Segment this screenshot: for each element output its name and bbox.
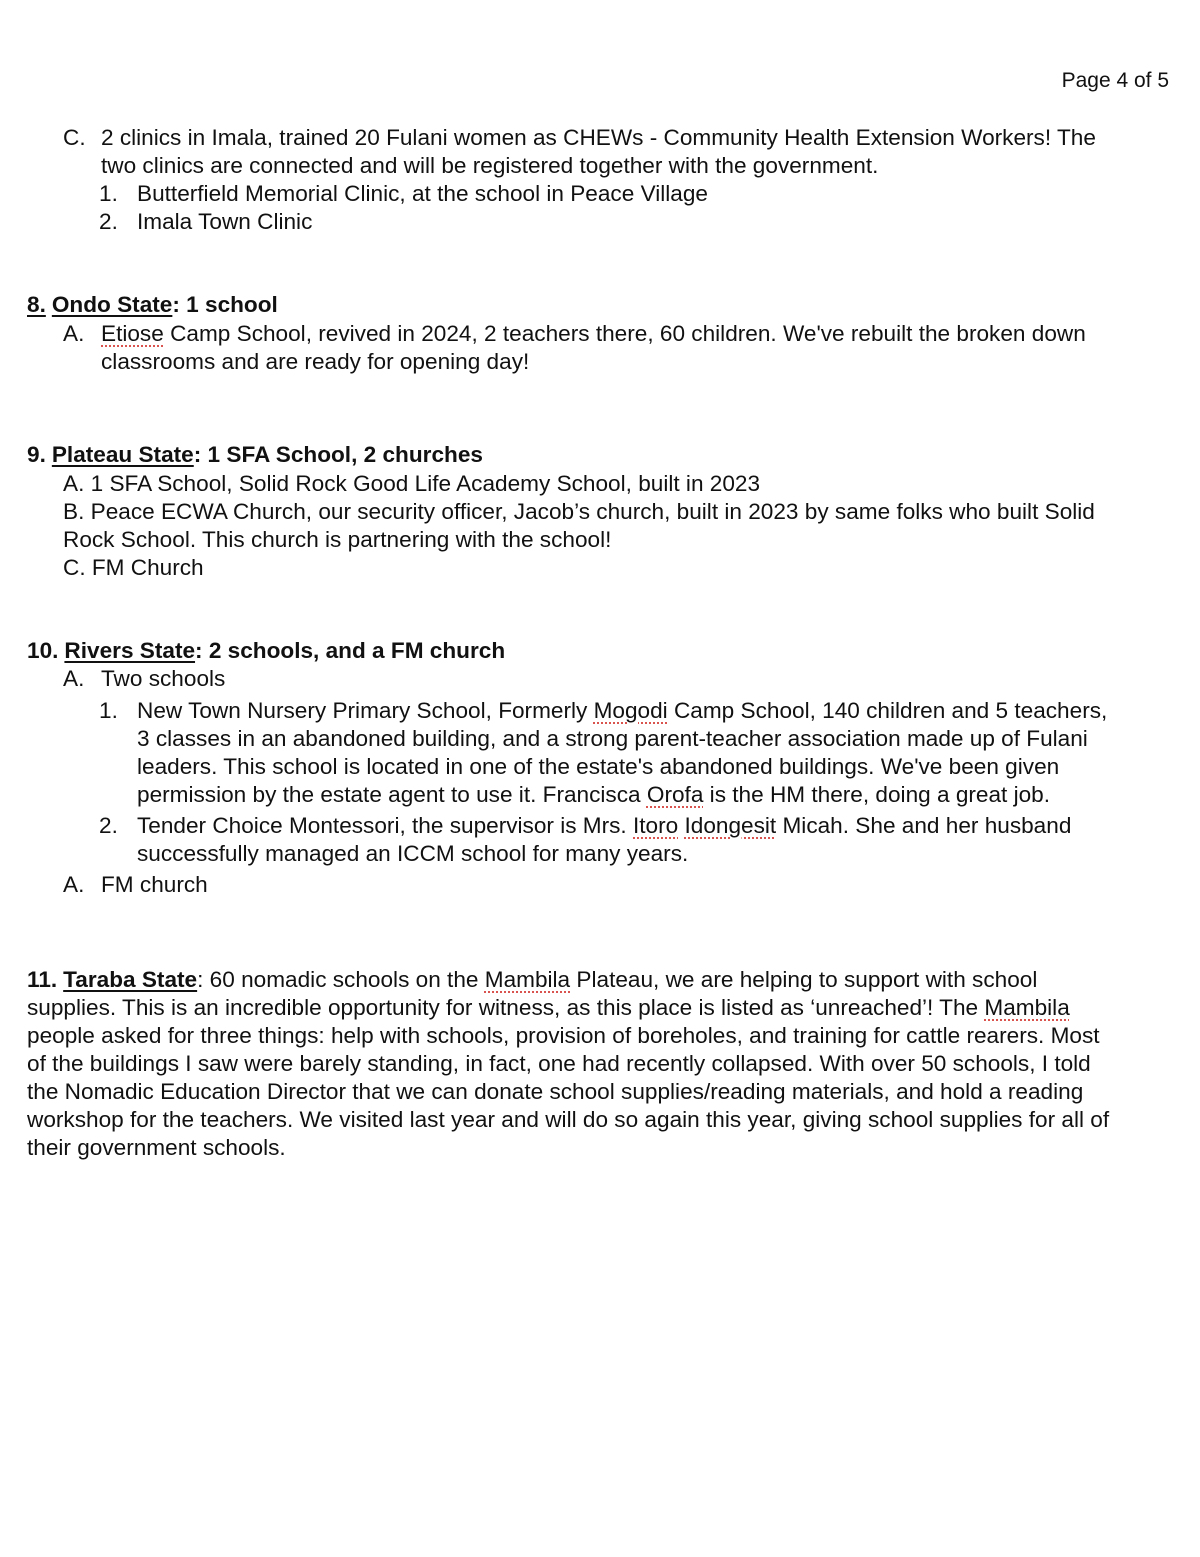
section-number: 8. xyxy=(27,292,46,317)
text-span: supplies. This is an incredible opportunity for witness, as this place is listed as ‘unreached’! The xyxy=(27,995,985,1020)
state-name: Ondo State xyxy=(51,292,173,317)
sub-list-item: Imala Town Clinic xyxy=(137,209,313,234)
list-item-text: C. FM Church xyxy=(63,555,204,580)
text-span: permission by the estate agent to use it. Francisca xyxy=(137,782,647,807)
text-span: Camp School, revived in 2024, 2 teachers there, 60 children. We've rebuilt the broken down xyxy=(163,321,1086,346)
list-item-text xyxy=(101,320,1086,348)
paragraph-line: their government schools. xyxy=(27,1135,286,1160)
section-summary: : 2 schools, and a FM church xyxy=(195,638,506,663)
list-marker: A. xyxy=(63,872,85,897)
list-item-text: FM church xyxy=(101,872,208,897)
text-span: Tender Choice Montessori, the supervisor is Mrs. xyxy=(137,813,633,838)
text-span: Plateau, we are helping to support with school xyxy=(570,967,1038,992)
text-span: New Town Nursery Primary School, Formerly xyxy=(137,698,594,723)
sub-list-marker: 1. xyxy=(99,181,118,206)
paragraph-line xyxy=(27,994,1177,1022)
sub-list-marker: 2. xyxy=(99,209,118,234)
sub-list-marker: 1. xyxy=(99,698,118,723)
misspelled-word: Mambila xyxy=(484,967,571,992)
list-item-text: 2 clinics in Imala, trained 20 Fulani women as CHEWs - Community Health Extension Workers! The xyxy=(101,125,1096,150)
misspelled-word: Mogodi xyxy=(593,698,668,723)
list-item-text: Rock School. This church is partnering with the school! xyxy=(63,527,612,552)
sub-list-item: 3 classes in an abandoned building, and a strong parent-teacher association made up of Fulani xyxy=(137,726,1088,751)
paragraph-line xyxy=(27,966,1177,994)
section-number: 11. xyxy=(27,967,58,992)
misspelled-word: Idongesit xyxy=(684,813,777,838)
list-marker: A. xyxy=(63,321,85,346)
section-number: 10. xyxy=(27,638,59,663)
list-item-text: two clinics are connected and will be registered together with the government. xyxy=(101,153,879,178)
text-span: : 60 nomadic schools on the xyxy=(197,967,485,992)
list-item-text: A. 1 SFA School, Solid Rock Good Life Academy School, built in 2023 xyxy=(63,471,761,496)
state-name: Plateau State xyxy=(51,442,194,467)
state-name: Rivers State xyxy=(64,638,196,663)
sub-list-item xyxy=(137,697,1107,725)
sub-list-marker: 2. xyxy=(99,813,118,838)
paragraph-line: of the buildings I saw were barely standing, in fact, one had recently collapsed. With over 50 schools, I told xyxy=(27,1051,1091,1076)
misspelled-word: Orofa xyxy=(646,782,704,807)
sub-list-item xyxy=(137,781,1050,809)
list-marker: A. xyxy=(63,666,85,691)
paragraph-line: workshop for the teachers. We visited last year and will do so again this year, giving school supplies for all of xyxy=(27,1107,1110,1132)
list-item-text: B. Peace ECWA Church, our security officer, Jacob’s church, built in 2023 by same folks who built Solid xyxy=(63,499,1095,524)
sub-list-item: Butterfield Memorial Clinic, at the school in Peace Village xyxy=(137,181,708,206)
misspelled-word: Etiose xyxy=(101,321,164,346)
section-heading xyxy=(27,441,483,469)
text-span: is the HM there, doing a great job. xyxy=(703,782,1051,807)
section-number: 9. xyxy=(27,442,46,467)
page-number: Page 4 of 5 xyxy=(1061,69,1169,92)
section-summary: : 1 school xyxy=(172,292,278,317)
list-marker: C. xyxy=(63,125,86,150)
sub-list-item xyxy=(137,812,1071,840)
list-item-text: Two schools xyxy=(101,666,226,691)
misspelled-word: Mambila xyxy=(984,995,1070,1020)
paragraph-line: the Nomadic Education Director that we can donate school supplies/reading materials, and hold a reading xyxy=(27,1079,1084,1104)
sub-list-item: successfully managed an ICCM school for many years. xyxy=(137,841,689,866)
sub-list-item: leaders. This school is located in one of the estate's abandoned buildings. We've been given xyxy=(137,754,1060,779)
paragraph-line: people asked for three things: help with schools, provision of boreholes, and training for cattle rearers. Most xyxy=(27,1023,1100,1048)
state-name: Taraba State xyxy=(63,967,198,992)
text-span: Camp School, 140 children and 5 teachers, xyxy=(667,698,1108,723)
text-span: Micah. She and her husband xyxy=(776,813,1072,838)
section-summary: : 1 SFA School, 2 churches xyxy=(193,442,483,467)
section-heading xyxy=(27,291,278,319)
list-item-text: classrooms and are ready for opening day! xyxy=(101,349,530,374)
section-heading xyxy=(27,637,505,665)
misspelled-word: Itoro xyxy=(633,813,679,838)
